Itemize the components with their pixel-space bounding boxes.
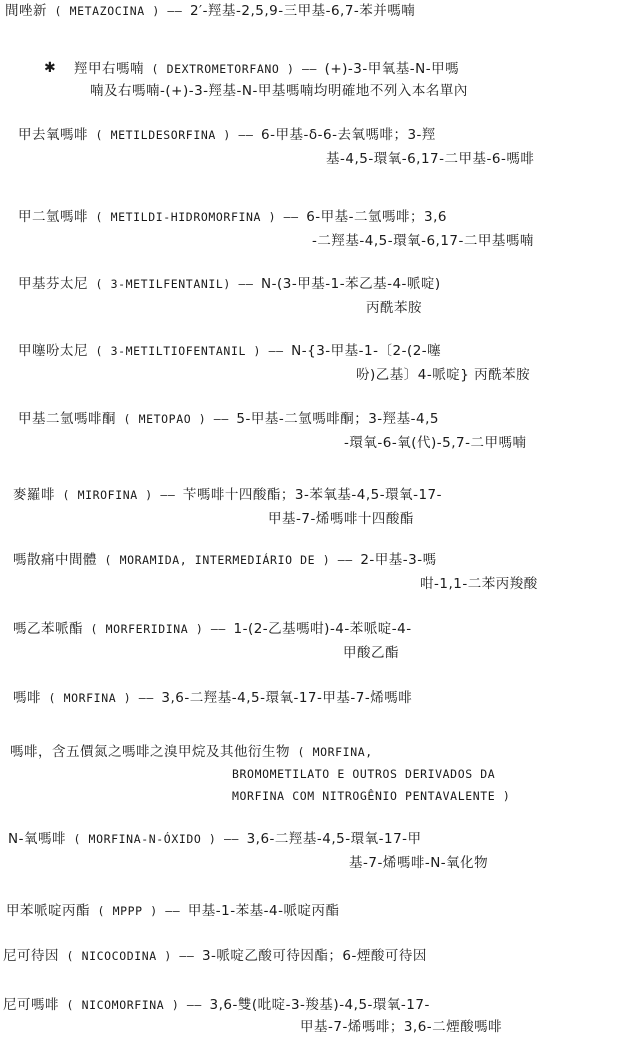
latin-text: ( 3-METILTIOFENTANIL ) —— xyxy=(88,344,292,358)
chinese-text: 咁-1,1-二苯丙羧酸 xyxy=(420,576,538,592)
chinese-text: 甲苯哌啶丙酯 xyxy=(6,903,90,919)
entry-continuation-line xyxy=(300,1016,502,1038)
latin-text: ( 3-METILFENTANIL) —— xyxy=(88,277,262,291)
chinese-text: 尼可嗎啡 xyxy=(3,997,59,1013)
latin-text: ( METAZOCINA ) —— xyxy=(47,4,190,18)
latin-text: ( METOPAO ) —— xyxy=(116,412,237,426)
chinese-text: 麥羅啡 xyxy=(13,487,55,503)
chinese-text: 羥甲右嗎喃 xyxy=(74,61,144,77)
entry-first-line xyxy=(3,945,427,967)
latin-text: ( DEXTROMETORFANO ) —— xyxy=(144,62,325,76)
entry-continuation-line xyxy=(232,785,510,807)
chinese-text: 甲基-7-烯嗎啡；3,6-二煙酸嗎啡 xyxy=(300,1019,503,1035)
chinese-text: 3,6-二羥基-4,5-環氧-17-甲 xyxy=(246,831,422,847)
entry-continuation-line xyxy=(420,573,538,595)
chinese-text: N-(3-甲基-1-苯乙基-4-哌啶) xyxy=(261,276,441,292)
chinese-text: 1-(2-乙基嗎咁)-4-苯哌啶-4- xyxy=(233,621,412,637)
chinese-text: 基-4,5-環氧-6,17-二甲基-6-嗎啡 xyxy=(326,151,535,167)
latin-text: ( METILDI-HIDROMORFINA ) —— xyxy=(88,210,307,224)
latin-text: ( MORAMIDA, INTERMEDIÁRIO DE ) —— xyxy=(97,553,361,567)
entry-first-line xyxy=(10,741,373,763)
chinese-text: 3-哌啶乙酸可待因酯；6-煙酸可待因 xyxy=(201,948,427,964)
entry-continuation-line xyxy=(90,80,468,102)
chinese-text: -二羥基-4,5-環氧-6,17-二甲基嗎喃 xyxy=(312,233,534,249)
chinese-text: 甲二氫嗎啡 xyxy=(18,209,88,225)
entry-first-line xyxy=(13,549,437,571)
chinese-text: 嗎啡 xyxy=(13,690,41,706)
entry-first-line xyxy=(5,0,415,22)
chinese-text: 尼可待因 xyxy=(3,948,59,964)
entry-first-line xyxy=(18,206,447,228)
chinese-text: 甲基二氫嗎啡酮 xyxy=(18,411,116,427)
chinese-text: 丙酰苯胺 xyxy=(366,300,422,316)
entry-first-line xyxy=(8,828,422,850)
entry-first-line xyxy=(18,124,436,146)
chinese-text: 嗎啡，含五價氮之嗎啡之溴甲烷及其他衍生物 xyxy=(10,744,290,760)
latin-text: ( MORFINA ) —— xyxy=(41,691,162,705)
entry-continuation-line xyxy=(343,642,399,664)
chinese-text: 甲基-1-苯基-4-哌啶丙酯 xyxy=(187,903,340,919)
entry-first-line xyxy=(18,273,441,295)
entry-first-line xyxy=(13,618,412,640)
chinese-text: 苄嗎啡十四酸酯；3-苯氧基-4,5-環氧-17- xyxy=(182,487,442,503)
entry-continuation-line xyxy=(349,852,488,874)
entry-first-line xyxy=(74,58,459,80)
entry-first-line xyxy=(18,340,441,362)
entry-first-line xyxy=(3,994,430,1016)
chinese-text: 甲基芬太尼 xyxy=(18,276,88,292)
chinese-text: 嗎乙苯哌酯 xyxy=(13,621,83,637)
chinese-text: 甲去氧嗎啡 xyxy=(18,127,88,143)
entry-continuation-line xyxy=(232,763,495,785)
chinese-text: N-氧嗎啡 xyxy=(8,831,66,847)
chinese-text: N-{3-甲基-1-〔2-(2-噻 xyxy=(291,343,442,359)
latin-text: ( MPPP ) —— xyxy=(90,904,188,918)
entry-first-line xyxy=(6,900,339,922)
chinese-text: 5-甲基-二氫嗎啡酮；3-羥基-4,5 xyxy=(236,411,440,427)
chinese-text: 間唑新 xyxy=(5,3,47,19)
latin-text: ( METILDESORFINA ) —— xyxy=(88,128,262,142)
latin-text: ( MIROFINA ) —— xyxy=(55,488,183,502)
chinese-text: 2-甲基-3-嗎 xyxy=(360,552,437,568)
chinese-text: 喃及右嗎喃-(+)-3-羥基-N-甲基嗎喃均明確地不列入本名單內 xyxy=(90,83,468,99)
chinese-text: 基-7-烯嗎啡-N-氧化物 xyxy=(349,855,489,871)
entry-continuation-line xyxy=(366,297,422,319)
entry-continuation-line xyxy=(356,364,530,386)
chinese-text: 6-甲基-δ-6-去氧嗎啡；3-羥 xyxy=(261,127,436,143)
entry-first-line xyxy=(18,408,439,430)
chinese-text: -環氧-6-氧(代)-5,7-二甲嗎喃 xyxy=(344,435,527,451)
chinese-text: (+)-3-甲氧基-N-甲嗎 xyxy=(324,61,460,77)
entry-continuation-line xyxy=(268,508,414,530)
chinese-text: 甲酸乙酯 xyxy=(343,645,399,661)
latin-text: ( NICOCODINA ) —— xyxy=(59,949,202,963)
entry-continuation-line xyxy=(326,148,534,170)
latin-text: ( NICOMORFINA ) —— xyxy=(59,998,210,1012)
latin-text: BROMOMETILATO E OUTROS DERIVADOS DA xyxy=(232,767,496,781)
chinese-text: 嗎散痛中間體 xyxy=(13,552,97,568)
latin-text: ( MORFINA-N-ÓXIDO ) —— xyxy=(65,832,247,846)
chinese-text: 吩)乙基〕4-哌啶} 丙酰苯胺 xyxy=(356,367,531,383)
latin-text: ( MORFINA, xyxy=(290,745,373,759)
chinese-text: 3,6-雙(吡啶-3-羧基)-4,5-環氧-17- xyxy=(209,997,430,1013)
latin-text: MORFINA COM NITROGÊNIO PENTAVALENTE ) xyxy=(232,789,511,803)
entry-continuation-line xyxy=(344,432,526,454)
chinese-text: 甲基-7-烯嗎啡十四酸酯 xyxy=(268,511,414,527)
chinese-text: 甲噻吩太尼 xyxy=(18,343,88,359)
chinese-text: 3,6-二羥基-4,5-環氧-17-甲基-7-烯嗎啡 xyxy=(161,690,413,706)
entry-continuation-line xyxy=(312,230,534,252)
entry-first-line xyxy=(13,484,442,506)
entry-first-line xyxy=(13,687,412,709)
latin-text: ( MORFERIDINA ) —— xyxy=(83,622,234,636)
chinese-text: 2′-羥基-2,5,9-三甲基-6,7-苯并嗎喃 xyxy=(189,3,416,19)
asterisk-mark-icon: ✱ xyxy=(44,60,56,76)
chinese-text: 6-甲基-二氫嗎啡；3,6 xyxy=(306,209,447,225)
